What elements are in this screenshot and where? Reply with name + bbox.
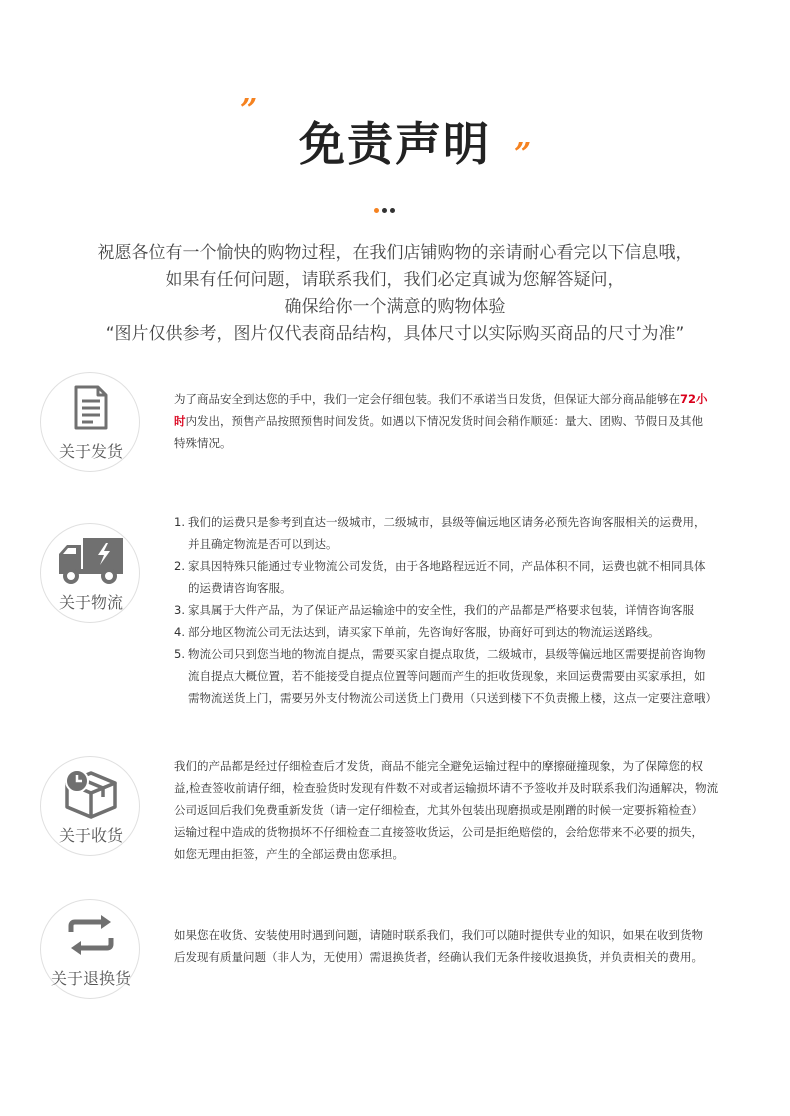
list-item-number: 2. [174, 559, 185, 573]
list-item-text: 的运费请咨询客服。 [188, 581, 292, 595]
receiving-line: 益,检查签收前请仔细，检查验货时发现有件数不对或者运输损坏请不予签收并及时联系我们沟通解决，物流 [174, 781, 719, 795]
list-item [174, 643, 717, 709]
decorative-dots [374, 198, 398, 217]
list-item [174, 555, 717, 599]
shipping-highlight: 72小 [680, 392, 708, 406]
shipping-text-part: 特殊情况。 [174, 436, 232, 450]
list-item-text: 我们的运费只是参考到直达一级城市，二级城市，县级等偏远地区请务必预先咨询客服相关的运费用， [188, 515, 706, 529]
receiving-label: 关于收货 [58, 826, 123, 845]
receiving-badge [40, 756, 140, 856]
receiving-line: 运输过程中造成的货物损坏不仔细检查二直接签收货运，公司是拒绝赔偿的，会给您带来不必要的损失， [174, 825, 703, 839]
document-icon [67, 383, 115, 433]
intro-line: 如果有任何问题，请联系我们，我们必定真诚为您解答疑问， [165, 270, 625, 290]
list-item [174, 599, 717, 621]
page-title: 免责声明 [299, 117, 491, 171]
list-item-number: 1. [174, 515, 185, 529]
logistics-list [174, 511, 717, 709]
intro-line: 确保给你一个满意的购物体验 [284, 297, 506, 317]
returns-badge [40, 899, 140, 999]
intro-line: 祝愿各位有一个愉快的购物过程，在我们店铺购物的亲请耐心看完以下信息哦， [97, 243, 693, 263]
shipping-text [174, 388, 708, 454]
list-item [174, 621, 717, 643]
shipping-text-part: 内发出，预售产品按照预售时间发货。如遇以下情况发货时间会稍作顺延：量大、团购、节假日及其他 [185, 414, 703, 428]
returns-line: 如果您在收货、安装使用时遇到问题，请随时联系我们，我们可以随时提供专业的知识，如果在收到货物 [174, 928, 703, 942]
list-item-text: 并且确定物流是否可以到达。 [188, 537, 338, 551]
receiving-line: 公司返回后我们免费重新发货（请一定仔细检查，尤其外包装出现磨损或是刚蹭的时候一定要拆箱检查） [174, 803, 703, 817]
list-item-text: 部分地区物流公司无法达到，请买家下单前，先咨询好客服，协商好可到达的物流运送路线。 [188, 625, 660, 639]
returns-label: 关于退换货 [50, 969, 131, 988]
returns-text [174, 924, 703, 968]
logistics-label: 关于物流 [58, 593, 123, 612]
list-item-text: 需物流送货上门，需要另外支付物流公司送货上门费用（只送到楼下不负责搬上楼，这点一定要注意哦） [188, 691, 717, 705]
close-quote-mark: ” [514, 137, 532, 172]
list-item-text: 物流公司只到您当地的物流自提点，需要买家自提点取货，二级城市，县级等偏远地区需要提前咨询物 [188, 647, 706, 661]
list-item [174, 511, 717, 555]
intro-text [0, 240, 790, 348]
shipping-highlight: 时 [174, 414, 186, 428]
shipping-text-part: 为了商品安全到达您的手中，我们一定会仔细包装。我们不承诺当日发货，但保证大部分商品能够在 [174, 392, 680, 406]
intro-line: “图片仅供参考，图片仅代表商品结构，具体尺寸以实际购买商品的尺寸为准” [105, 324, 685, 344]
open-quote-mark: ” [240, 93, 258, 128]
shipping-badge [40, 372, 140, 472]
truck-icon [57, 536, 127, 586]
receiving-line: 我们的产品都是经过仔细检查后才发货，商品不能完全避免运输过程中的摩擦碰撞现象，为了保障您的权 [174, 759, 703, 773]
list-item-text: 家具因特殊只能通过专业物流公司发货，由于各地路程远近不同，产品体积不同，运费也就不相同具体 [188, 559, 706, 573]
list-item-number: 5. [174, 647, 185, 661]
logistics-badge [40, 523, 140, 623]
list-item-number: 3. [174, 603, 185, 617]
list-item-text: 流自提点大概位置，若不能接受自提点位置等问题而产生的拒收货现象，来回运费需要由买家承担，如 [188, 669, 706, 683]
receiving-text [174, 755, 718, 865]
returns-line: 后发现有质量问题（非人为，无使用）需退换货者，经确认我们无条件接收退换货，并负责相关的费用。 [174, 950, 703, 964]
list-item-text: 家具属于大件产品，为了保证产品运输途中的安全性，我们的产品都是严格要求包装，详情咨询客服 [188, 603, 694, 617]
shipping-label: 关于发货 [58, 442, 123, 461]
receiving-line: 如您无理由拒签，产生的全部运费由您承担。 [174, 847, 404, 861]
exchange-icon [65, 914, 117, 960]
list-item-number: 4. [174, 625, 185, 639]
box-clock-icon [63, 767, 119, 819]
